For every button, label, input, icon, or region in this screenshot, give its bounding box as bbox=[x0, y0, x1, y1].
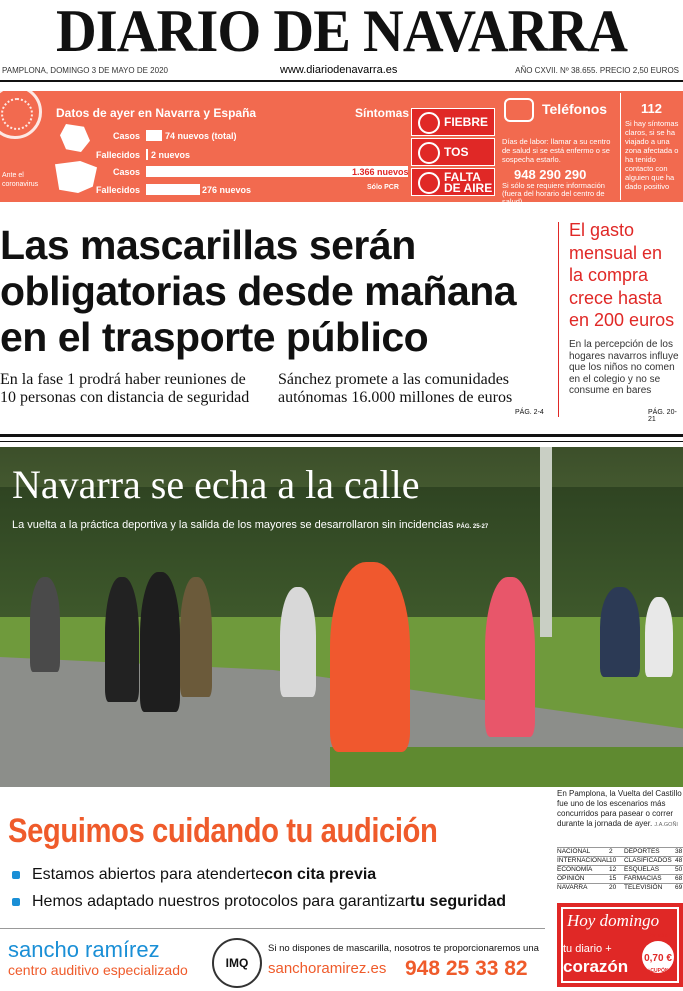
index-page: 12 bbox=[609, 866, 617, 873]
bar-value: 2 nuevos bbox=[151, 150, 191, 160]
index-page: 38 bbox=[675, 848, 683, 855]
ad-brand: sancho ramírez bbox=[8, 937, 160, 962]
covid-data-title: Datos de ayer en Navarra y España bbox=[56, 106, 257, 120]
side-text: En la percepción de los hogares navarros influye que los niños no comen en el colegio y no se consume en bares bbox=[569, 339, 679, 396]
masthead-title: DIARIO DE NAVARRA bbox=[55, 0, 628, 64]
walker-figure bbox=[645, 597, 673, 677]
main-headline[interactable]: Las mascarillas serán obligatorias desde mañana en el trasporte público bbox=[0, 222, 517, 360]
price-post: +CUPÓN bbox=[647, 968, 669, 974]
symptom-label: TOS bbox=[444, 145, 469, 159]
photo-title[interactable]: Navarra se echa a la calle bbox=[12, 462, 420, 507]
row-label: Casos bbox=[112, 167, 140, 177]
photo-subtitle bbox=[12, 519, 488, 531]
walker-figure bbox=[105, 577, 139, 702]
phones-text: Días de labor: llamar a su centro de salud si se está enfermo o se sospecha estarlo. bbox=[502, 137, 611, 164]
index-page: 15 bbox=[609, 875, 617, 882]
ad-bullet-2 bbox=[12, 893, 506, 911]
ad-mask-text: Si no dispones de mascarilla, nosotros te proporcionaremos una bbox=[268, 943, 539, 954]
runner-figure bbox=[330, 562, 410, 752]
divider bbox=[0, 80, 683, 82]
ad-bullet-1 bbox=[12, 866, 376, 884]
bar-nav-fallecidos bbox=[146, 149, 148, 160]
telephone-icon bbox=[504, 98, 534, 122]
symptom-label: FIEBRE bbox=[444, 115, 489, 129]
walker-figure bbox=[600, 587, 640, 677]
page-reference: PÁG. 2-4 bbox=[515, 409, 544, 416]
index-page: 10 bbox=[609, 857, 617, 864]
symptom-falta-aire bbox=[411, 168, 495, 196]
subheadline-2: Sánchez promete a las comunidades autónomas 16.000 millones de euros bbox=[278, 371, 513, 406]
ad-bullet-text: Hemos adaptado nuestros protocolos para garantizar bbox=[32, 893, 410, 910]
index-page: 48 bbox=[675, 857, 683, 864]
photo-grass bbox=[330, 747, 683, 787]
phones-title: Teléfonos bbox=[542, 101, 608, 117]
divider bbox=[0, 441, 683, 442]
divider bbox=[558, 222, 559, 417]
divider bbox=[0, 434, 683, 437]
imq-logo: IMQ bbox=[212, 938, 262, 988]
symptoms-title: Síntomas bbox=[355, 106, 410, 120]
ad-brand-sub: centro auditivo especializado bbox=[8, 962, 188, 978]
price-pre: Por sólo bbox=[647, 933, 668, 939]
pcr-note: Sólo PCR bbox=[367, 184, 399, 191]
page-reference: PÁG. 20-21 bbox=[648, 409, 677, 423]
walker-figure bbox=[140, 572, 180, 712]
page-reference: PÁG. 25-27 bbox=[456, 524, 489, 530]
thermometer-icon bbox=[418, 112, 440, 134]
photo-credit: J.A.GOÑI bbox=[654, 822, 678, 828]
ad-title: Seguimos cuidando tu audición bbox=[8, 812, 438, 850]
covid-legend: Ante el coronavirus bbox=[2, 172, 39, 188]
index-item[interactable]: DEPORTES bbox=[624, 848, 660, 855]
price-value: 0,70 € bbox=[644, 953, 672, 964]
bar-value: 276 nuevos bbox=[202, 185, 252, 195]
promo-title: Hoy domingo bbox=[567, 911, 660, 930]
side-headline[interactable]: El gasto mensual en la compra crece hasta en 200 euros bbox=[569, 220, 675, 330]
phones-box bbox=[498, 93, 615, 206]
bar-value: 74 nuevos (total) bbox=[165, 131, 237, 141]
walker-figure bbox=[180, 577, 212, 697]
subheadline-1: En la fase 1 prodrá haber reuniones de 10 personas con distancia de seguridad bbox=[0, 371, 250, 406]
walker-figure bbox=[30, 577, 60, 672]
health-phone-number[interactable]: 948 290 290 bbox=[514, 167, 587, 182]
lungs-icon bbox=[418, 172, 440, 194]
photo-subtitle-text: La vuelta a la práctica deportiva y la salida de los mayores se desarrollaron sin incidencias bbox=[12, 519, 454, 531]
website-link[interactable]: www.diariodenavarra.es bbox=[280, 64, 398, 76]
ad-website[interactable]: sanchoramirez.es bbox=[268, 960, 387, 977]
index-page: 68 bbox=[675, 875, 683, 882]
issue-info: AÑO CXVII. Nº 38.655. PRECIO 2,50 EUROS bbox=[515, 66, 679, 75]
index-page: 2 bbox=[609, 848, 613, 855]
symptom-tos bbox=[411, 138, 495, 166]
divider bbox=[0, 928, 545, 929]
phones-text-2: Si sólo se requiere información (fuera del horario del centro de salud). bbox=[502, 181, 605, 206]
ad-phone[interactable]: 948 25 33 82 bbox=[405, 957, 528, 980]
index-item[interactable]: INTERNACIONAL bbox=[557, 857, 610, 864]
bar-esp-fallecidos bbox=[146, 184, 200, 195]
index-item[interactable]: OPINIÓN bbox=[557, 875, 585, 882]
navarra-map-icon bbox=[60, 124, 90, 152]
promo-box[interactable] bbox=[557, 903, 683, 987]
cough-icon bbox=[418, 142, 440, 164]
bar-nav-casos bbox=[146, 130, 162, 141]
index-item[interactable]: NACIONAL bbox=[557, 848, 591, 855]
index-page: 50 bbox=[675, 866, 683, 873]
dateline bbox=[0, 64, 683, 78]
bar-value: 1.366 nuevos bbox=[352, 167, 409, 177]
virus-icon bbox=[0, 85, 42, 139]
photo-caption bbox=[557, 789, 683, 830]
index-item[interactable]: TELEVISIÓN bbox=[624, 884, 663, 891]
walker-figure bbox=[280, 587, 316, 697]
row-label: Casos bbox=[112, 131, 140, 141]
promo-line-2: corazón bbox=[563, 957, 629, 976]
caption-text: En Pamplona, la Vuelta del Castillo fue uno de los escenarios más concurridos para pasear o correr durante la jornada de ayer. bbox=[557, 789, 682, 828]
ad-bullet-text: Estamos abiertos para atenderte bbox=[32, 866, 265, 883]
symptom-label: FALTA DE AIRE bbox=[444, 170, 493, 195]
index-item[interactable]: ECONOMÍA bbox=[557, 866, 593, 873]
emergency-text: Si hay síntomas claros, si se ha viajado a una zona afectada o ha tenido contacto con alguien que ha dado positivo bbox=[625, 119, 679, 191]
runner-figure bbox=[485, 577, 535, 737]
row-label: Fallecidos bbox=[95, 185, 140, 195]
index-page: 69 bbox=[675, 884, 683, 891]
row-label: Fallecidos bbox=[95, 150, 140, 160]
ad-bullet-bold: tu seguridad bbox=[410, 893, 507, 910]
ad-bullet-bold: con cita previa bbox=[264, 866, 377, 883]
emergency-number[interactable]: 112 bbox=[641, 101, 662, 116]
index-item[interactable]: NAVARRA bbox=[557, 884, 588, 891]
symptom-fiebre bbox=[411, 108, 495, 136]
advertisement[interactable] bbox=[0, 800, 545, 991]
index-item[interactable]: FARMACIAS bbox=[624, 875, 662, 882]
promo-price bbox=[642, 933, 674, 974]
date-text: PAMPLONA, DOMINGO 3 DE MAYO DE 2020 bbox=[2, 66, 168, 75]
index-item[interactable]: ESQUELAS bbox=[624, 866, 660, 873]
index-page: 20 bbox=[609, 884, 617, 891]
emergency-box bbox=[620, 93, 683, 200]
promo-line-1: tu diario + bbox=[563, 943, 612, 955]
photo-pole bbox=[540, 447, 552, 637]
index-item[interactable]: CLASIFICADOS bbox=[624, 857, 672, 864]
